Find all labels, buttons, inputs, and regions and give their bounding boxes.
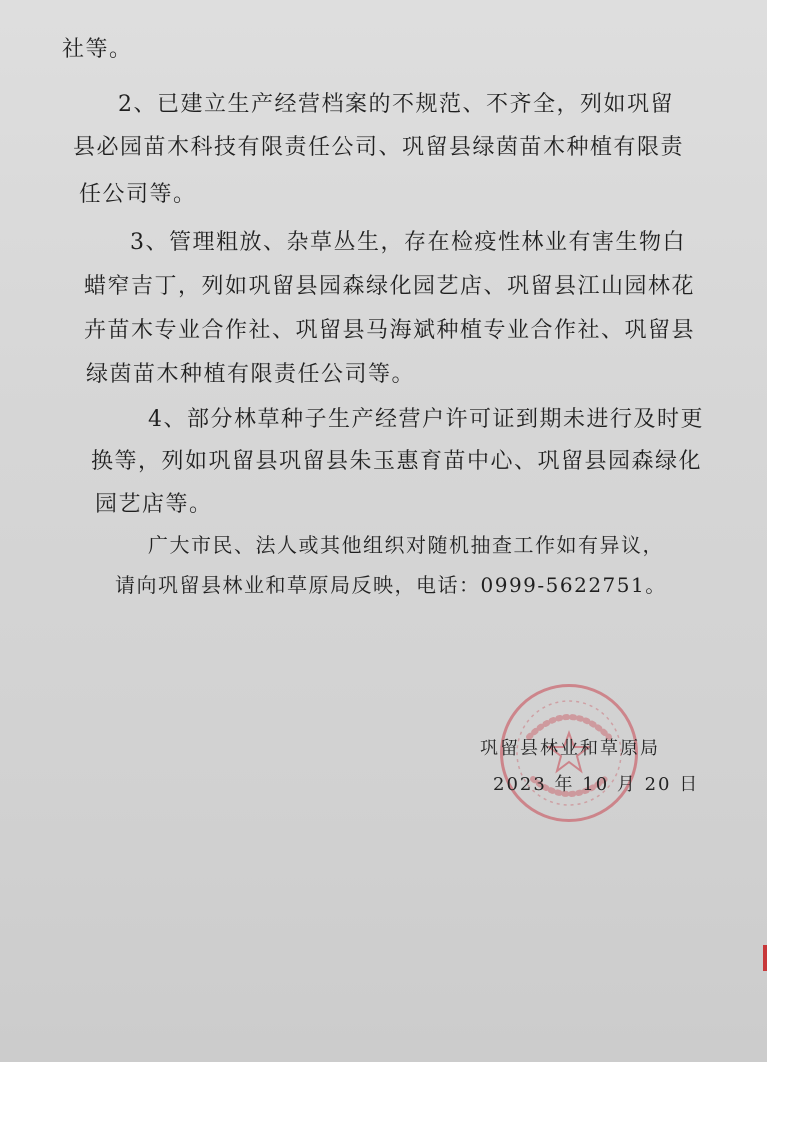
red-edge-mark xyxy=(763,945,767,971)
paragraph-line: 4、部分林草种子生产经营户许可证到期未进行及时更 xyxy=(148,407,704,432)
paragraph-line: 任公司等。 xyxy=(79,182,197,207)
paragraph-line: 广大市民、法人或其他组织对随机抽查工作如有异议， xyxy=(148,533,664,557)
paragraph-line: 请向巩留县林业和草原局反映，电话：0999-5622751。 xyxy=(115,573,667,597)
paragraph-line: 县必园苗木科技有限责任公司、巩留县绿茵苗木种植有限责 xyxy=(73,135,685,160)
paragraph-line: 绿茵苗木种植有限责任公司等。 xyxy=(86,362,416,387)
paragraph-line: 园艺店等。 xyxy=(95,492,213,517)
paragraph-line: 3、管理粗放、杂草丛生，存在检疫性林业有害生物白 xyxy=(130,230,686,255)
paragraph-line: 社等。 xyxy=(62,37,133,62)
paragraph-line: 2、已建立生产经营档案的不规范、不齐全，列如巩留 xyxy=(118,92,674,117)
paragraph-line: 换等，列如巩留县巩留县朱玉惠育苗中心、巩留县园森绿化 xyxy=(91,449,703,474)
signature-organization: 巩留县林业和草原局 xyxy=(480,738,660,759)
signature-date: 2023 年 10 月 20 日 xyxy=(493,774,700,795)
paragraph-line: 蜡窄吉丁，列如巩留县园森绿化园艺店、巩留县江山园林花 xyxy=(84,274,696,299)
paragraph-line: 卉苗木专业合作社、巩留县马海斌种植专业合作社、巩留县 xyxy=(84,318,696,343)
